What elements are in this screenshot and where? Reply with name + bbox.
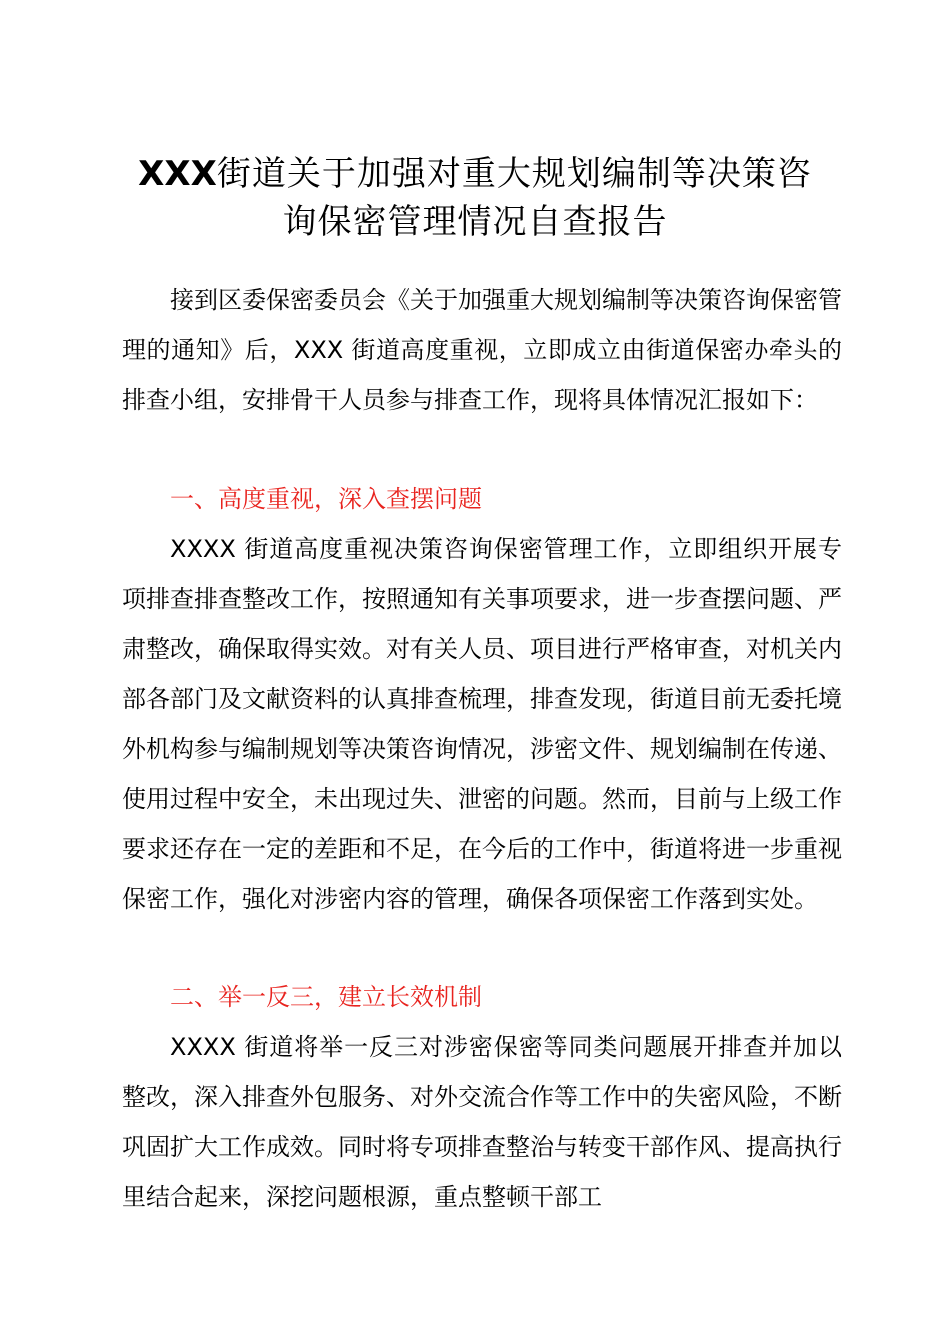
document-title-line-1 xyxy=(100,150,850,198)
section-2-heading: 二、举一反三，建立长效机制 xyxy=(170,983,482,1011)
title-line-1-text: 街道关于加强对重大规划编制等决策咨 xyxy=(216,154,812,194)
document-title-line-2: 询保密管理情况自查报告 xyxy=(282,202,668,242)
section-1-paragraph: XXXX 街道高度重视决策咨询保密管理工作，立即组织开展专项排查排查整改工作，按照通知有关事项要求，进一步查摆问题、严肃整改，确保取得实效。对有关人员、项目进行严格审查，对机关内部各部门及文献资料的认真排查梳理，排查发现，街道目前无委托境外机构参与编制规划等决策咨询情况，涉密文件、规划编制在传递、使用过程中安全，未出现过失、泄密的问题。然而，目前与上级工作要求还存在一定的差距和不足，在今后的工作中，街道将进一步重视保密工作，强化对涉密内容的管理，确保各项保密工作落到实处。 xyxy=(122,535,842,913)
title-prefix: XXX xyxy=(138,154,217,194)
intro-paragraph: 接到区委保密委员会《关于加强重大规划编制等决策咨询保密管理的通知》后，XXX 街道高度重视，立即成立由街道保密办牵头的排查小组，安排骨干人员参与排查工作，现将具体情况汇报如下： xyxy=(122,286,842,414)
section-1-heading: 一、高度重视，深入查摆问题 xyxy=(170,485,482,513)
section-2-paragraph: XXXX 街道将举一反三对涉密保密等同类问题展开排查并加以整改，深入排查外包服务、对外交流合作等工作中的失密风险，不断巩固扩大工作成效。同时将专项排查整治与转变干部作风、提高执行里结合起来，深挖问题根源，重点整顿干部工 xyxy=(122,1033,842,1211)
